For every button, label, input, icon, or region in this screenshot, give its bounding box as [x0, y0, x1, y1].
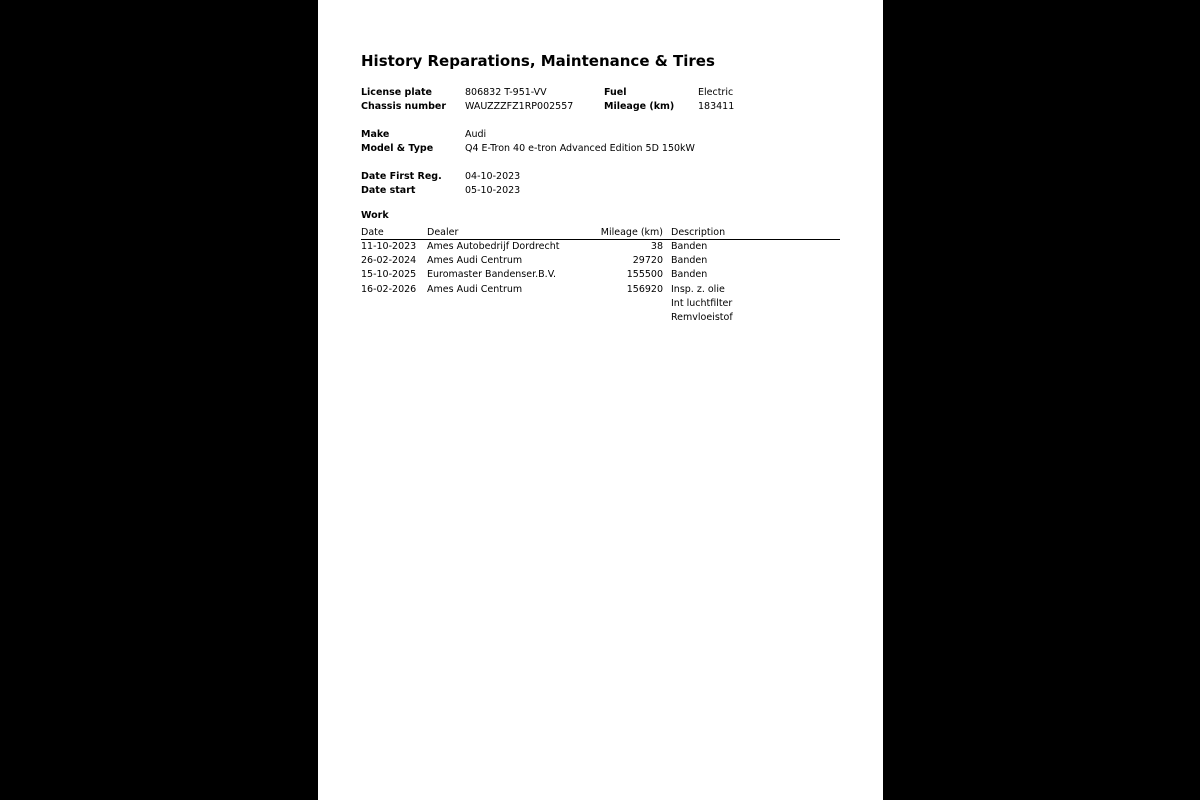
header-dealer: Dealer [427, 227, 459, 238]
row-description [671, 255, 707, 269]
make-value: Audi [465, 129, 487, 140]
row-mileage: 29720 [632, 255, 663, 267]
header-date: Date [361, 227, 384, 238]
date-first-reg-value: 04-10-2023 [465, 171, 521, 182]
row-date: 11-10-2023 [361, 241, 417, 252]
date-start-value: 05-10-2023 [465, 185, 521, 196]
description-line: Banden [671, 241, 708, 252]
description-line: Banden [671, 255, 708, 267]
fuel-value: Electric [698, 87, 734, 98]
table-row [361, 255, 840, 269]
row-dealer: Ames Audi Centrum [427, 283, 523, 295]
row-mileage: 38 [650, 241, 663, 252]
chassis-number-label: Chassis number [361, 101, 447, 112]
model-type-value: Q4 E-Tron 40 e-tron Advanced Edition 5D 150kW [465, 143, 695, 154]
row-date: 15-10-2025 [361, 269, 417, 281]
table-row [361, 269, 840, 283]
row-description [671, 269, 707, 283]
header-mileage: Mileage (km) [600, 227, 663, 238]
date-first-reg-label: Date First Reg. [361, 171, 442, 182]
work-table-header [361, 227, 840, 240]
work-table-body [361, 241, 840, 323]
work-section-title: Work [361, 210, 389, 221]
table-row [361, 283, 840, 323]
description-line: Banden [671, 269, 708, 281]
make-label: Make [361, 129, 390, 140]
mileage-label: Mileage (km) [604, 101, 675, 112]
row-mileage: 156920 [626, 283, 663, 295]
description-line: Int luchtfilter [671, 297, 733, 309]
row-date: 26-02-2024 [361, 255, 417, 267]
row-dealer: Ames Autobedrijf Dordrecht [427, 241, 560, 252]
row-description [671, 241, 707, 255]
model-type-label: Model & Type [361, 143, 434, 154]
row-description [671, 284, 733, 327]
row-dealer: Ames Audi Centrum [427, 255, 523, 267]
page-title: History Reparations, Maintenance & Tires [361, 52, 715, 70]
row-dealer: Euromaster Bandenser.B.V. [427, 269, 556, 281]
table-row [361, 241, 840, 255]
row-mileage: 155500 [626, 269, 663, 281]
document-page [318, 0, 883, 800]
chassis-number-value: WAUZZZFZ1RP002557 [465, 101, 574, 112]
fuel-label: Fuel [604, 87, 627, 98]
header-description: Description [671, 227, 726, 238]
date-start-label: Date start [361, 185, 416, 196]
description-line: Insp. z. olie [671, 283, 725, 295]
license-plate-value: 806832 T-951-VV [465, 87, 547, 98]
description-line: Remvloeistof [671, 311, 733, 323]
row-date: 16-02-2026 [361, 283, 417, 295]
mileage-value: 183411 [698, 101, 735, 112]
license-plate-label: License plate [361, 87, 433, 98]
